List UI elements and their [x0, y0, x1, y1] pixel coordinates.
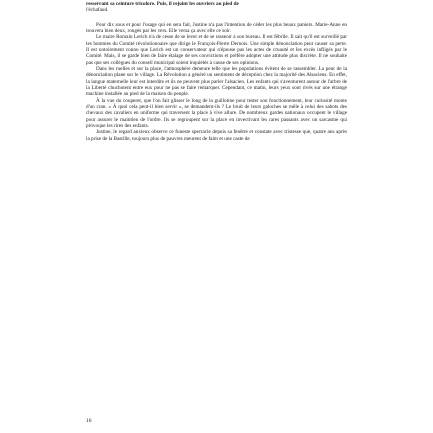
- paragraph: Le maire Romain Lerich n'a de cesse de se lever et de se rasseoir à son bureau. Il est fébrile. Il sait qu'il est surveillé par les hommes du Comité révolutionnaire que dirige le François-Pierre Dernois. Une simple dénonciation peut causer sa perte. Il est notoirement connu que Lerich est un conservateur qui n'épouse pas les actes de cruauté et les excès infligés par le Comité. Mais, il se garde bien de faire étalage de ses convictions et préfère adopter une attitude plus discrète. Il ne souhaite pas que ses collègues du conseil municipal soient inquiétés à cause de ses opinions.: [86, 34, 347, 66]
- paragraph: Justine, le regard anxieux observe ce funeste spectacle depuis sa fenêtre et constate avec tristesse que, quatre ans après la prise de la Bastille, toujours plus de pauvres meurent de faim et une caste de: [86, 129, 347, 142]
- continued-line-1: resserrant sa ceinture tricolore. Puis, il rejoint les ouvriers au pied de: [86, 1, 239, 7]
- page-number: 16: [86, 418, 92, 424]
- paragraph: Pour dix sous et pour l'usage qui en sera fait, Justine n'a pas l'intention de céder les plus beaux paniers. Marie-Anne en trouvera bien deux, rongés par les vers. Elle versa ça avec elle ce soir.: [86, 21, 347, 34]
- continued-text: [86, 1, 347, 14]
- continued-line-2: l'échafaud.: [86, 7, 109, 14]
- paragraph: À la vue du couperet, que l'on fait glisser le long de la guillotine pour tester son fonctionnement, leur curiosité monte d'un cran. « À quoi cela peut-il bien servir », se demandent-ils ? Le bruit de leurs galoches se mêle à celui des sabots des chevaux des cavaliers en uniforme qui traversent la place à vive allure. De nombreux gardes nationaux occupent le village pour assurer le maintien de l'ordre. Ils se regroupent sur la place en invectivant les rares passants avec un sarcasme qui provoque les rires des enfants.: [86, 97, 347, 130]
- paragraph: Dans les ruelles et sur la place, l'atmosphère demeure telle que les populations évitent de se rassembler. La peur de la dénonciation plane sur le village. La Révolution a généré un sentiment de déception chez la majorité des Alsaciens. En effet, la langue maternelle leur est interdite et ils ne peuvent plus parler l'alsacien. Les enfants qui s'aventurent autour de l'arbre de la Liberté chuchotent entre eux pour ne pas se faire remarquer. Cependant, ce matin, leurs yeux sont rivés sur une étrange machine installée au pied de la maison du peuple.: [86, 66, 347, 98]
- paragraph-spacer: [86, 14, 347, 22]
